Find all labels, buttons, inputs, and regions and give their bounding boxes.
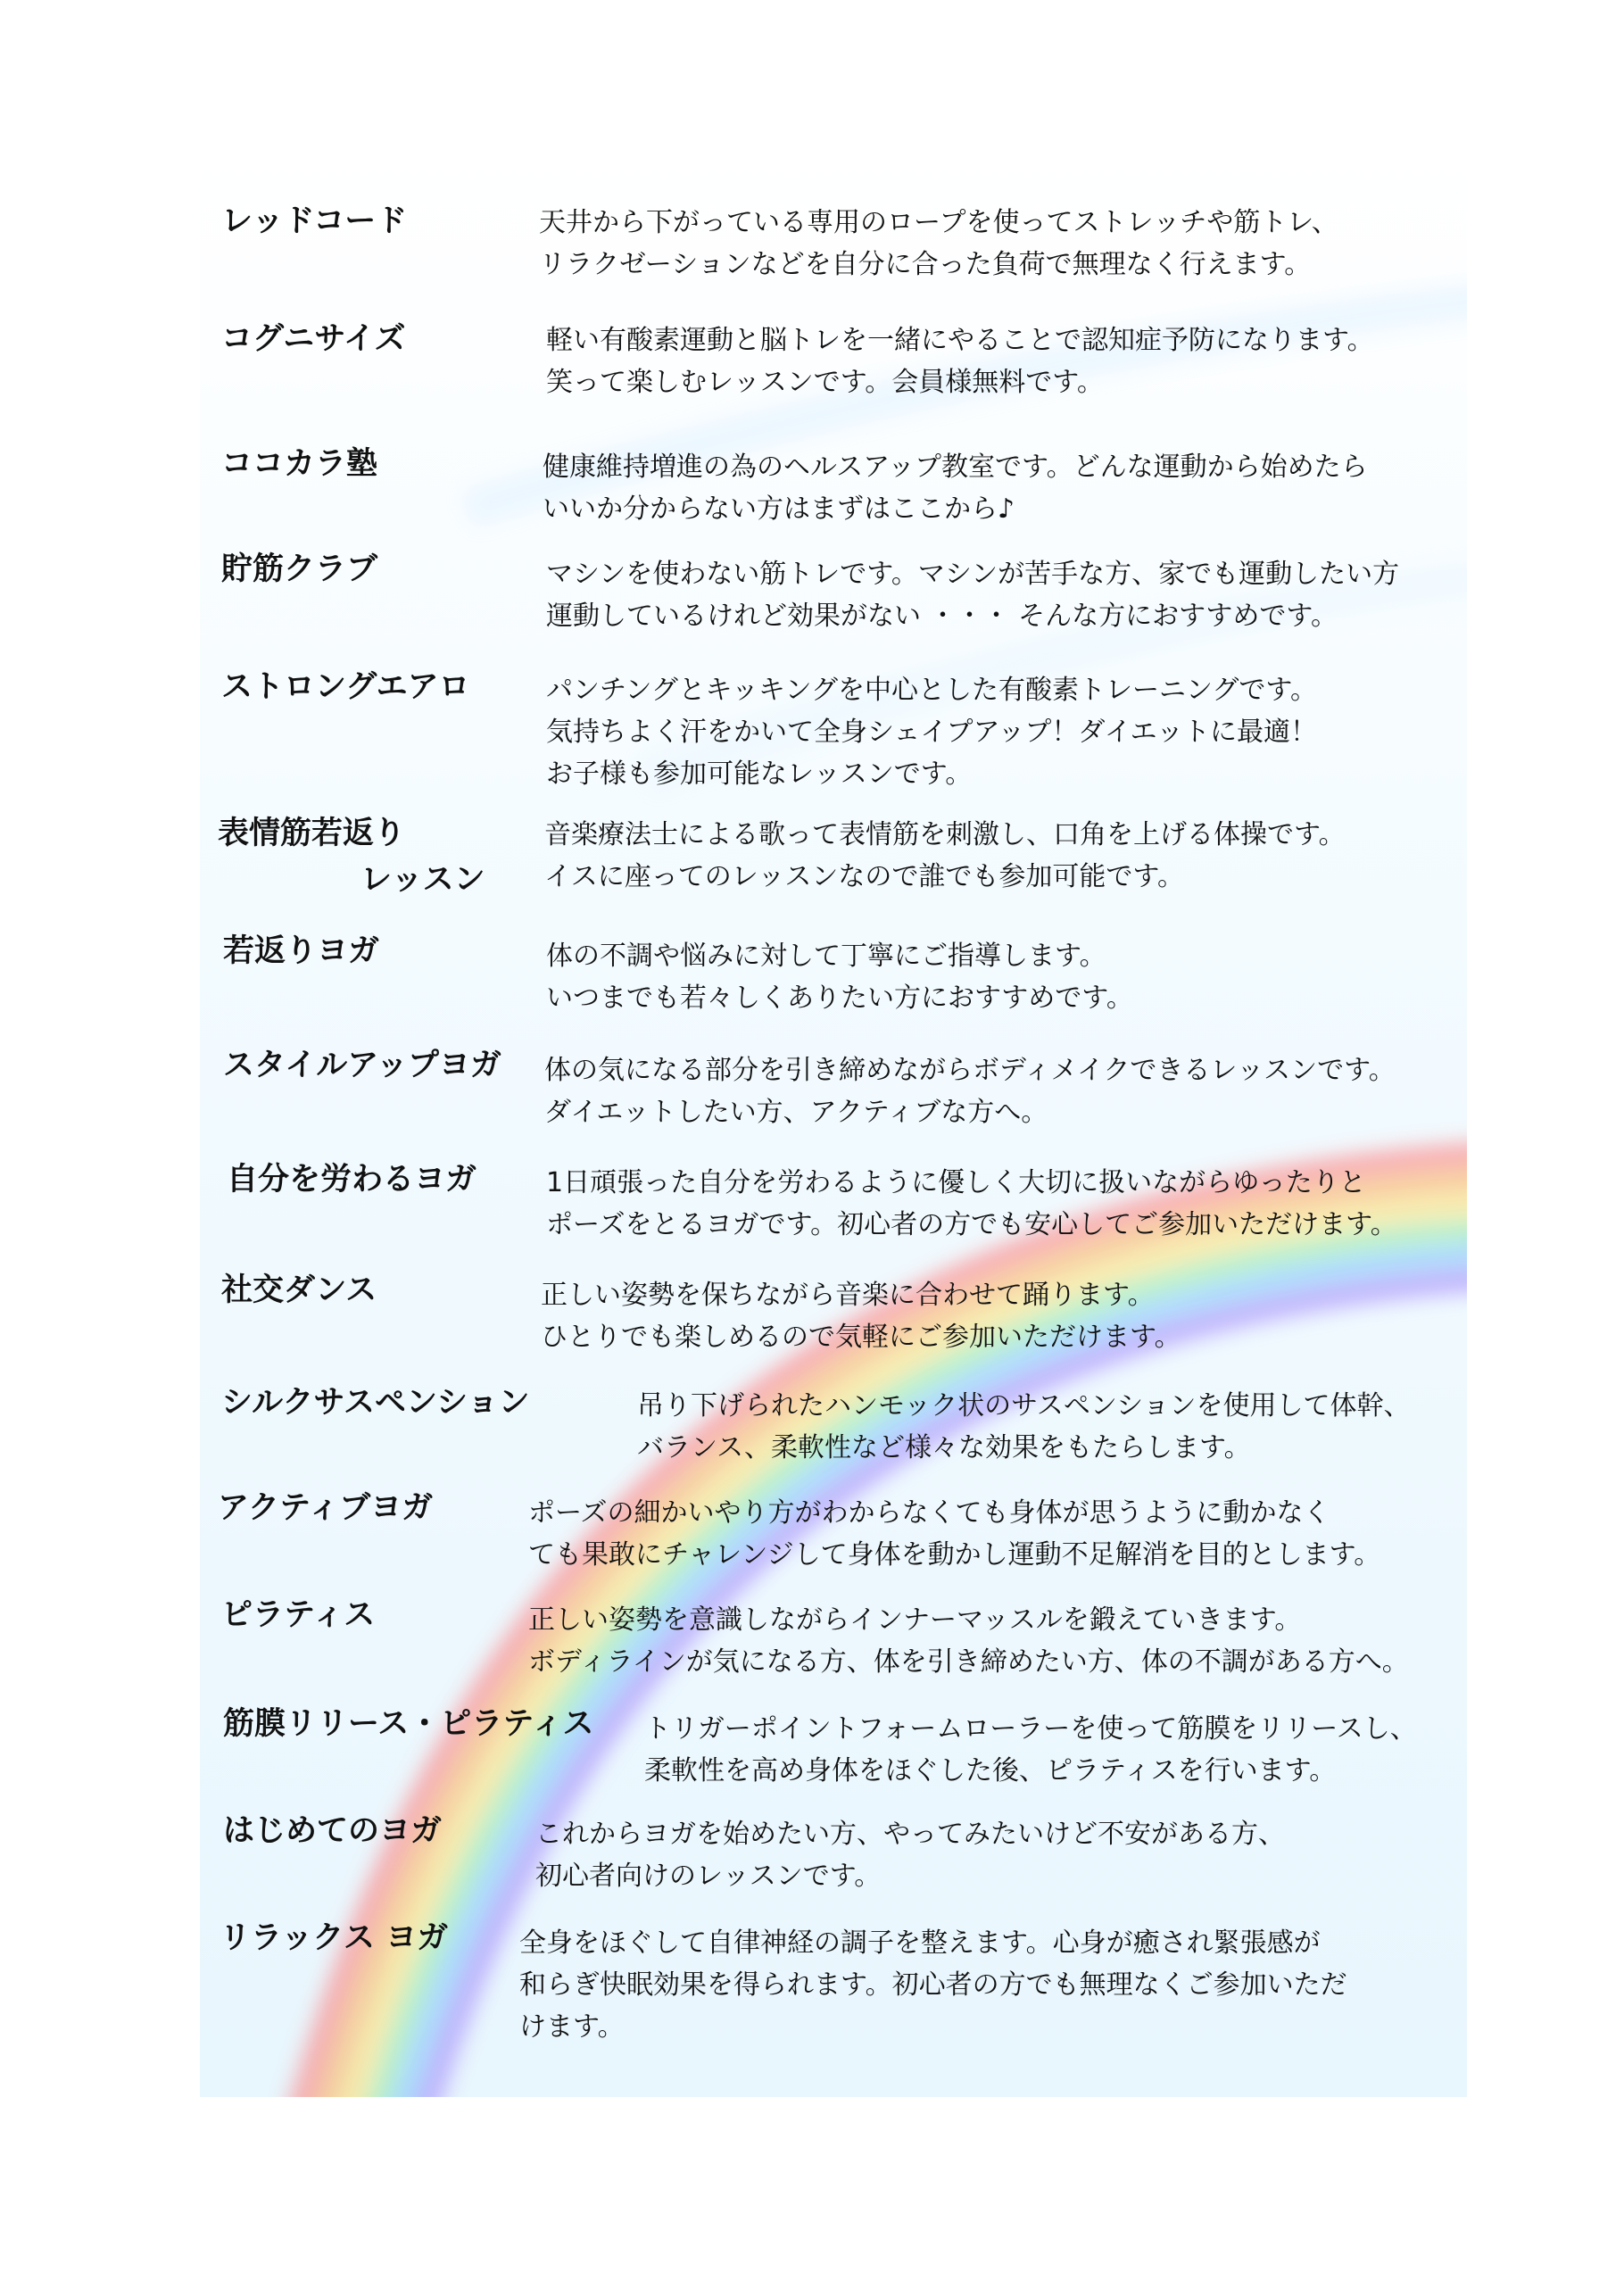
class-description xyxy=(528,1599,1409,1683)
class-title xyxy=(221,1592,375,1638)
class-title-line: 若返りヨガ xyxy=(223,933,380,969)
class-description-line: 1日頑張った自分を労わるように優しく大切に扱いながらゆったりと xyxy=(546,1167,1366,1198)
class-description-line: けます。 xyxy=(519,2011,625,2043)
class-description-line: これからヨガを始めたい方、やってみたいけど不安がある方、 xyxy=(535,1819,1285,1850)
class-description-line: 運動しているけれど効果がない ・・・ そんな方におすすめです。 xyxy=(546,601,1338,632)
class-description-line: 笑って楽しむレッスンです。会員様無料です。 xyxy=(546,367,1104,398)
class-title xyxy=(221,441,377,487)
class-description xyxy=(546,669,1317,795)
class-description-line: 体の気になる部分を引き締めながらボディメイクできるレッスンです。 xyxy=(544,1055,1396,1086)
class-description-line: 天井から下がっている専用のロープを使ってストレッチや筋トレ、 xyxy=(539,207,1338,238)
class-description-line: ダイエットしたい方、アクティブな方へ。 xyxy=(544,1097,1048,1128)
class-title-line: ピラティス xyxy=(221,1597,376,1633)
class-description-line: ひとりでも楽しめるので気軽にご参加いただけます。 xyxy=(541,1322,1181,1353)
class-description xyxy=(644,1708,1417,1792)
class-description-line: 全身をほぐして自律神経の調子を整えます。心身が癒され緊張感が xyxy=(519,1927,1321,1959)
class-description-line: 正しい姿勢を保ちながら音楽に合わせて踊ります。 xyxy=(541,1280,1155,1311)
class-description-line: 気持ちよく汗をかいて全身シェイプアップ！ダイエットに最適！ xyxy=(546,717,1317,748)
class-title xyxy=(223,1701,593,1747)
class-description-line: リラクゼーションなどを自分に合った負荷で無理なく行えます。 xyxy=(539,249,1312,280)
class-description-line: パンチングとキッキングを中心とした有酸素トレーニングです。 xyxy=(546,675,1317,706)
class-title xyxy=(221,1267,377,1314)
class-title xyxy=(221,316,406,362)
class-title-line: スタイルアップヨガ xyxy=(223,1048,501,1083)
class-description xyxy=(546,319,1374,403)
class-title-line: リラックス ヨガ xyxy=(220,1920,449,1956)
class-title xyxy=(220,1915,448,1961)
class-description-line: 柔軟性を高め身体をほぐした後、ピラティスを行います。 xyxy=(644,1755,1337,1786)
class-title-line: ココカラ塾 xyxy=(221,446,378,482)
class-title xyxy=(223,1808,442,1854)
class-description-line: 体の不調や悩みに対して丁寧にご指導します。 xyxy=(546,941,1106,972)
class-description xyxy=(528,1492,1380,1576)
class-title xyxy=(223,928,379,974)
class-description xyxy=(535,1813,1285,1897)
class-title xyxy=(221,1380,529,1426)
class-description-line: 正しい姿勢を意識しながらインナーマッスルを鍛えていきます。 xyxy=(528,1604,1302,1636)
class-title xyxy=(221,546,377,593)
class-description-line: お子様も参加可能なレッスンです。 xyxy=(546,758,973,790)
class-title-line: ストロングエアロ xyxy=(221,669,470,705)
class-description-line: イスに座ってのレッスンなので誰でも参加可能です。 xyxy=(544,861,1184,892)
class-description-line: ポーズの細かいやり方がわからなくても身体が思うように動かなく xyxy=(528,1497,1330,1529)
class-description xyxy=(544,1049,1396,1133)
class-description xyxy=(546,935,1133,1019)
class-description-line: 健康維持増進の為のヘルスアップ教室です。どんな運動から始めたら xyxy=(543,452,1368,483)
class-description-line: 音楽療法士による歌って表情筋を刺激し、口角を上げる体操です。 xyxy=(544,819,1346,850)
class-description xyxy=(546,1162,1397,1246)
class-title-line: はじめてのヨガ xyxy=(223,1813,443,1849)
class-description-line: 軽い有酸素運動と脳トレを一緒にやることで認知症予防になります。 xyxy=(546,325,1374,356)
class-title-line: コグニサイズ xyxy=(221,321,406,357)
class-title-line: シルクサスペンション xyxy=(221,1385,530,1421)
class-description xyxy=(543,446,1368,530)
class-description xyxy=(546,553,1399,637)
class-title-line: 表情筋若返り xyxy=(218,816,406,851)
class-title xyxy=(218,810,485,903)
class-description-line: ても果敢にチャレンジして身体を動かし運動不足解消を目的とします。 xyxy=(528,1539,1381,1571)
class-title-line: レッスン xyxy=(360,862,485,898)
class-description-line: いつまでも若々しくありたい方におすすめです。 xyxy=(546,982,1133,1014)
class-title-line: 貯筋クラブ xyxy=(221,551,378,587)
class-title-line: レッドコード xyxy=(221,203,408,239)
class-title xyxy=(223,1042,501,1089)
class-description-line: ポーズをとるヨガです。初心者の方でも安心してご参加いただけます。 xyxy=(546,1209,1397,1240)
class-description-line: 和らぎ快眠効果を得られます。初心者の方でも無理なくご参加いただ xyxy=(519,1969,1347,2001)
class-description-line: マシンを使わない筋トレです。マシンが苦手な方、家でも運動したい方 xyxy=(546,559,1400,590)
class-title xyxy=(218,1485,433,1531)
class-description-line: 初心者向けのレッスンです。 xyxy=(535,1861,882,1892)
class-description-line: 吊り下げられたハンモック状のサスペンションを使用して体幹、 xyxy=(637,1390,1411,1422)
class-title-line: アクティブヨガ xyxy=(218,1490,434,1526)
class-title xyxy=(221,198,407,245)
class-description-line: いいか分からない方はまずはここから♪ xyxy=(543,493,1015,525)
class-description xyxy=(519,1922,1347,2048)
class-description xyxy=(544,814,1346,898)
class-description-line: トリガーポイントフォームローラーを使って筋膜をリリースし、 xyxy=(644,1713,1417,1745)
class-title xyxy=(221,664,470,710)
class-title-line: 自分を労わるヨガ xyxy=(227,1162,477,1198)
class-description xyxy=(637,1385,1411,1469)
class-title-line: 社交ダンス xyxy=(221,1272,377,1308)
class-description xyxy=(539,202,1338,286)
class-title xyxy=(227,1156,476,1203)
class-description-line: バランス、柔軟性など様々な効果をもたらします。 xyxy=(637,1432,1251,1463)
class-title-line: 筋膜リリース・ピラティス xyxy=(223,1706,594,1742)
class-description-line: ボディラインが気になる方、体を引き締めたい方、体の不調がある方へ。 xyxy=(528,1646,1409,1678)
class-description xyxy=(541,1274,1181,1358)
